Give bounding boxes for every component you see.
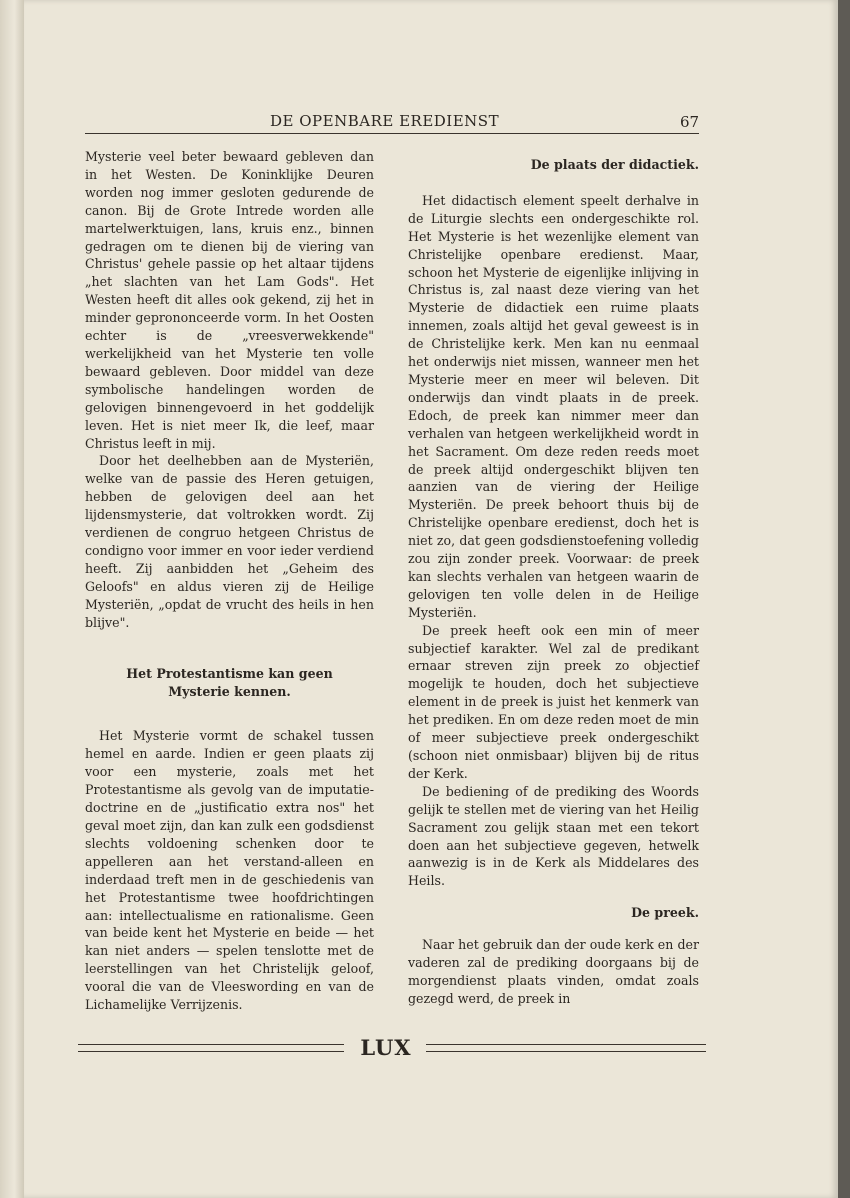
right-column [408, 148, 699, 1008]
footer-rule-right [426, 1044, 706, 1052]
section-heading: De plaats der didactiek. [530, 157, 699, 172]
book-binding [0, 0, 24, 1198]
paragraph: De bediening of de prediking des Woords gelijk te stellen met de viering van het Heilig Sacrament zou gelijk staan met een tekort doen aan het subjectieve gegeven, hetwelk aanwezig is in de Kerk als Middelares des Heils. [408, 783, 699, 889]
section-heading-line: Mysterie kennen. [168, 684, 291, 700]
footer [78, 1036, 706, 1060]
section-heading [85, 665, 374, 701]
paragraph: De preek heeft ook een min of meer subjectief karakter. Wel zal de predikant ernaar streven zijn preek zo objectief mogelijk te houden, doch het subjectieve element in de preek is juist het kenmerk van het prediken. En om deze reden moet de min of meer subjectieve preek ondergeschikt (schoon niet onmisbaar) blijven bij de ritus der Kerk. [408, 622, 699, 781]
page-number: 67 [680, 113, 700, 131]
paragraph: Het didactisch element speelt derhalve in de Liturgie slechts een ondergeschikte rol. Het Mysterie is het wezenlijke element van Christelijke openbare eredienst. Maar, schoon het Mysterie de eigenlijke inlijving in Christus is, zal naast deze viering van het Mysterie de didactiek een ruime plaats innemen, zoals altijd het geval geweest is in de Christelijke kerk. Men kan nu eenmaal het onderwijs niet missen, wanneer men het Mysterie meer en meer wil beleven. Dit onderwijs dan vindt plaats in de preek. Edoch, de preek kan nimmer meer dan verhalen van hetgeen werkelijkheid wordt in het Sacrament. Om deze reden reeds moet de preek altijd ondergeschikt blijven ten aanzien van de viering der Heilige Mysteriën. De preek behoort thuis bij de Christelijke openbare eredienst, doch het is niet zo, dat geen godsdienstoefening volledig zou zijn zonder preek. Voorwaar: de preek kan slechts verhalen van hetgeen waarin de gelovigen ten volle delen in de Heilige Mysteriën. [408, 192, 699, 620]
paragraph: Mysterie veel beter bewaard gebleven dan in het Westen. De Koninklijke Deuren worden nog immer gesloten gedurende de canon. Bij de Grote Intrede worden alle martelwerktuigen, lans, kruis enz., binnen gedragen om te dienen bij de viering van Christus' gehele passie op het altaar tijdens „het slachten van het Lam Gods". Het Westen heeft dit alles ook gekend, zij het in minder geprononceerde vorm. In het Oosten echter is de „vreesverwekkende" werkelijkheid van het Mysterie ten volle bewaard gebleven. Door middel van deze symbolische handelingen worden de gelovigen binnengevoerd in het goddelijk leven. Het is niet meer Ik, die leef, maar Christus leeft in mij. [85, 149, 374, 451]
running-title: DE OPENBARE EREDIENST [270, 112, 500, 130]
header-rule [85, 133, 699, 134]
footer-rule-left [78, 1044, 344, 1052]
section-heading-line: Het Protestantisme kan geen [126, 666, 333, 682]
paragraph: Naar het gebruik dan der oude kerk en der vaderen zal de prediking doorgaans bij de morgendienst plaats vinden, omdat zoals gezegd werd, de preek in [408, 937, 699, 1006]
paragraph: Door het deelhebben aan de Mysteriën, welke van de passie des Heren getuigen, hebben de gelovigen deel aan het lijdensmysterie, dat voltrokken wordt. Zij verdienen de congruo hetgeen Christus de condigno voor immer en voor ieder verdiend heeft. Zij aanbidden het „Geheim des Geloofs" en aldus vieren zij de Heilige Mysteriën, „opdat de vrucht des heils in hen blijve". [85, 453, 374, 630]
section-heading: De preek. [631, 905, 699, 921]
left-column [85, 148, 374, 1014]
scan-background-edge [838, 0, 850, 1198]
paragraph: Het Mysterie vormt de schakel tussen hemel en aarde. Indien er geen plaats zij voor een mysterie, zoals met het Protestantisme als gevolg van de imputatie-doctrine en de „justificatio extra nos" het geval moet zijn, dan kan zulk een godsdienst slechts voldoening schenken door te appelleren aan het verstand-alleen en inderdaad treft men in de geschiedenis van het Protestantisme twee hoofdrichtingen aan: intellectualisme en rationalisme. Geen van beide kent het Mysterie en beide — het kan niet anders — spelen tenslotte met de leerstellingen van het Christelijk geloof, vooral die van de Vleeswording en van de Lichamelijke Verrijzenis. [85, 728, 374, 1013]
lux-logo: LUX [360, 1035, 412, 1060]
